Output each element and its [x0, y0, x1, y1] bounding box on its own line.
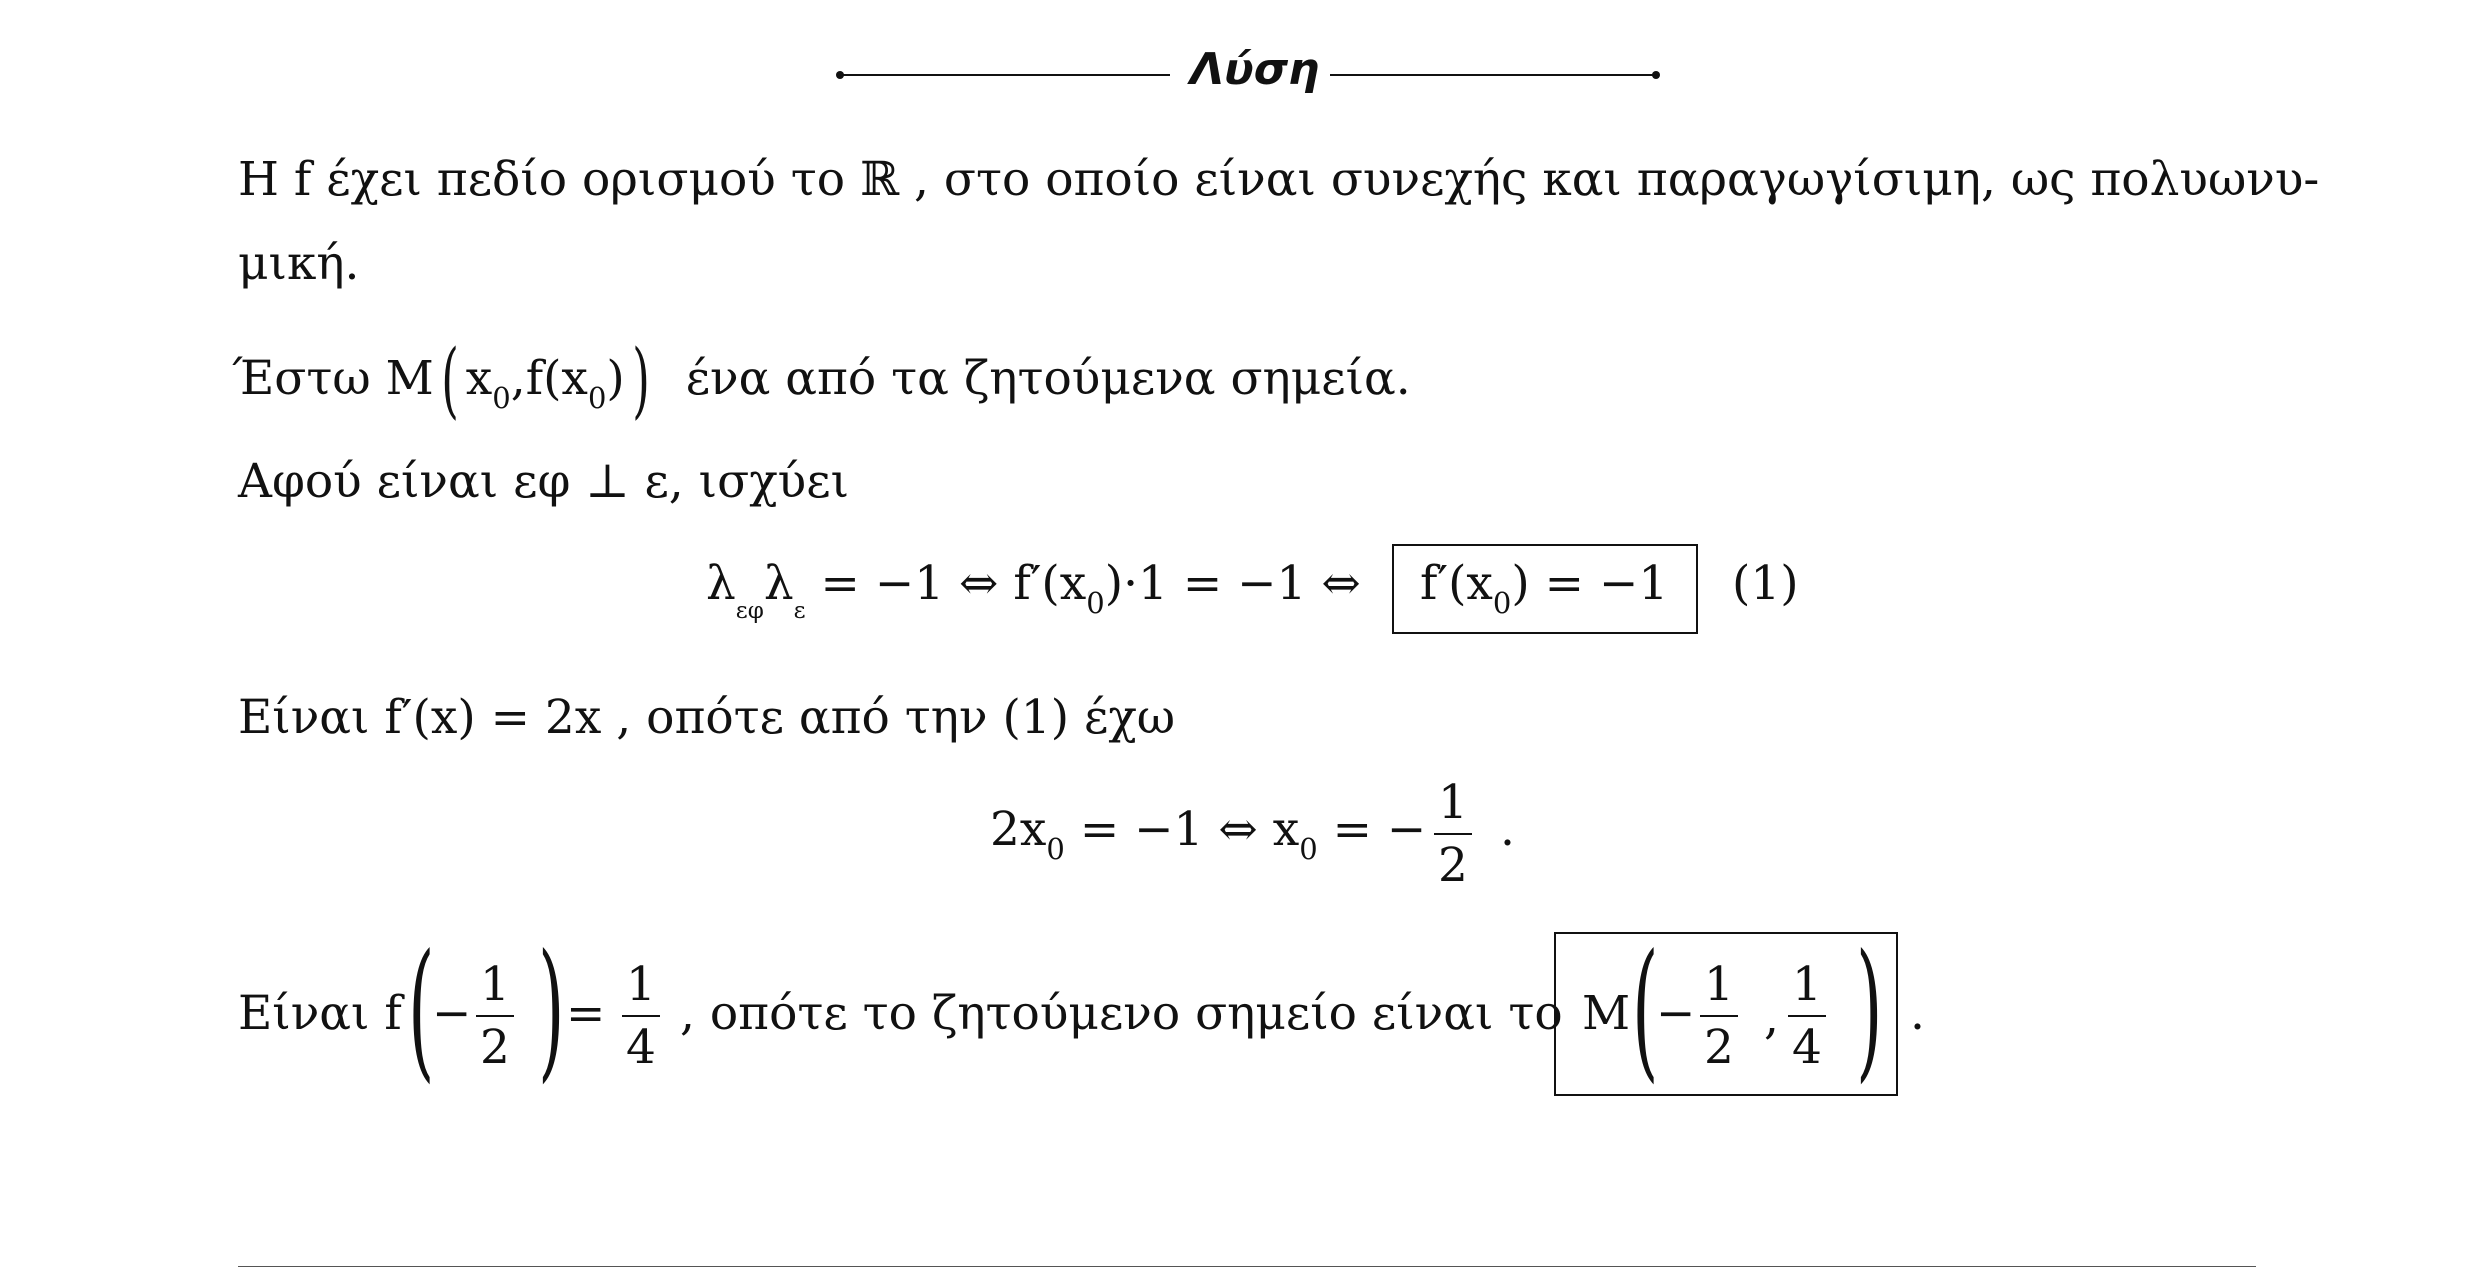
- fraction-numerator: 1: [1704, 957, 1734, 1012]
- big-paren-close: ): [538, 923, 565, 1097]
- fraction-denominator: 2: [480, 1020, 510, 1076]
- big-paren-open: (: [408, 923, 435, 1097]
- subscript-0: 0: [1086, 586, 1105, 620]
- para5-lead: Είναι f: [238, 986, 402, 1041]
- para4-text: Είναι f′(x) = 2x , οπότε από την (1) έχω: [238, 690, 1176, 745]
- fraction-denominator: 4: [1792, 1020, 1822, 1076]
- fraction-numerator: 1: [1438, 775, 1468, 830]
- para1-line2: μική.: [238, 236, 360, 291]
- header-rule-left: [840, 74, 1170, 76]
- section-title: Λύση: [1190, 44, 1320, 95]
- fraction-1-4: [1788, 957, 1826, 1076]
- fraction-bar: [1700, 1015, 1738, 1017]
- eq1-boxed-b: ) = −1: [1511, 556, 1669, 611]
- fraction-denominator: 2: [1704, 1020, 1734, 1076]
- subscript-0: 0: [587, 381, 607, 415]
- eq1-boxed-a: f′(x: [1420, 556, 1493, 611]
- boxed-minus: −: [1656, 986, 1696, 1041]
- subscript-ef: εφ: [735, 598, 764, 624]
- para1-line1: H f έχει πεδίο ορισμού το ℝ , στο οποίο είναι συνεχής και παραγωγίσιμη, ως πολυωνυ-: [238, 152, 2320, 207]
- fraction-denominator: 4: [626, 1020, 656, 1076]
- fraction-bar: [622, 1015, 660, 1017]
- para5-minus: −: [432, 986, 472, 1041]
- eq1-part1: = −1 ⇔ f′(x: [820, 556, 1087, 611]
- fraction-numerator: 1: [1792, 957, 1822, 1012]
- eq2-part2: = −1 ⇔ x: [1079, 802, 1300, 857]
- fraction-1-2: [1700, 957, 1738, 1076]
- boxed-result-1-text: [1420, 556, 1669, 620]
- para2-f: ,f(x: [510, 351, 588, 406]
- eq2-end: .: [1500, 802, 1515, 857]
- fraction-bar: [1788, 1015, 1826, 1017]
- equation-tag: (1): [1732, 556, 1799, 611]
- fraction-numerator: 1: [480, 957, 510, 1012]
- fraction-1-2: [1434, 775, 1472, 894]
- lambda: λ: [706, 556, 736, 611]
- header-rule-right: [1330, 74, 1655, 76]
- fraction-numerator: 1: [626, 957, 656, 1012]
- paren-open: (: [440, 333, 459, 428]
- para5-mid: , οπότε το ζητούμενο σημείο είναι το: [680, 986, 1563, 1041]
- fraction-1-2: [476, 957, 514, 1076]
- subscript-0: 0: [492, 381, 511, 415]
- boxed-M: M: [1582, 986, 1631, 1041]
- subscript-e: ε: [793, 598, 806, 624]
- header-dot-right: [1652, 71, 1660, 79]
- equation-2: [990, 802, 1427, 866]
- para5-eq: =: [566, 986, 606, 1041]
- fraction-bar: [476, 1015, 514, 1017]
- big-paren-open: (: [1632, 923, 1659, 1097]
- para2-close-small: ): [606, 351, 625, 406]
- bottom-rule: [238, 1266, 2256, 1267]
- para5-end: .: [1910, 986, 1925, 1041]
- eq2-part3: = −: [1332, 802, 1427, 857]
- para2-tail: ένα από τα ζητούμενα σημεία.: [685, 351, 1411, 406]
- paren-close: ): [631, 333, 650, 428]
- big-paren-close: ): [1856, 923, 1883, 1097]
- boxed-comma: ,: [1764, 990, 1779, 1045]
- subscript-0: 0: [1299, 832, 1318, 866]
- subscript-0: 0: [1046, 832, 1065, 866]
- para2-lead: Έστω M: [232, 351, 434, 406]
- header-dot-left: [836, 71, 844, 79]
- eq1-part2: )·1 = −1 ⇔: [1104, 556, 1361, 611]
- subscript-0: 0: [1492, 586, 1512, 620]
- fraction-bar: [1434, 833, 1472, 835]
- lambda: λ: [763, 556, 794, 611]
- para3-text: Αφού είναι εφ ⊥ ε, ισχύει: [238, 454, 850, 509]
- fraction-1-4: [622, 957, 660, 1076]
- para2-x: x: [465, 351, 493, 406]
- fraction-denominator: 2: [1438, 838, 1468, 894]
- para2-line: [232, 333, 1411, 428]
- eq2-part1: 2x: [990, 802, 1047, 857]
